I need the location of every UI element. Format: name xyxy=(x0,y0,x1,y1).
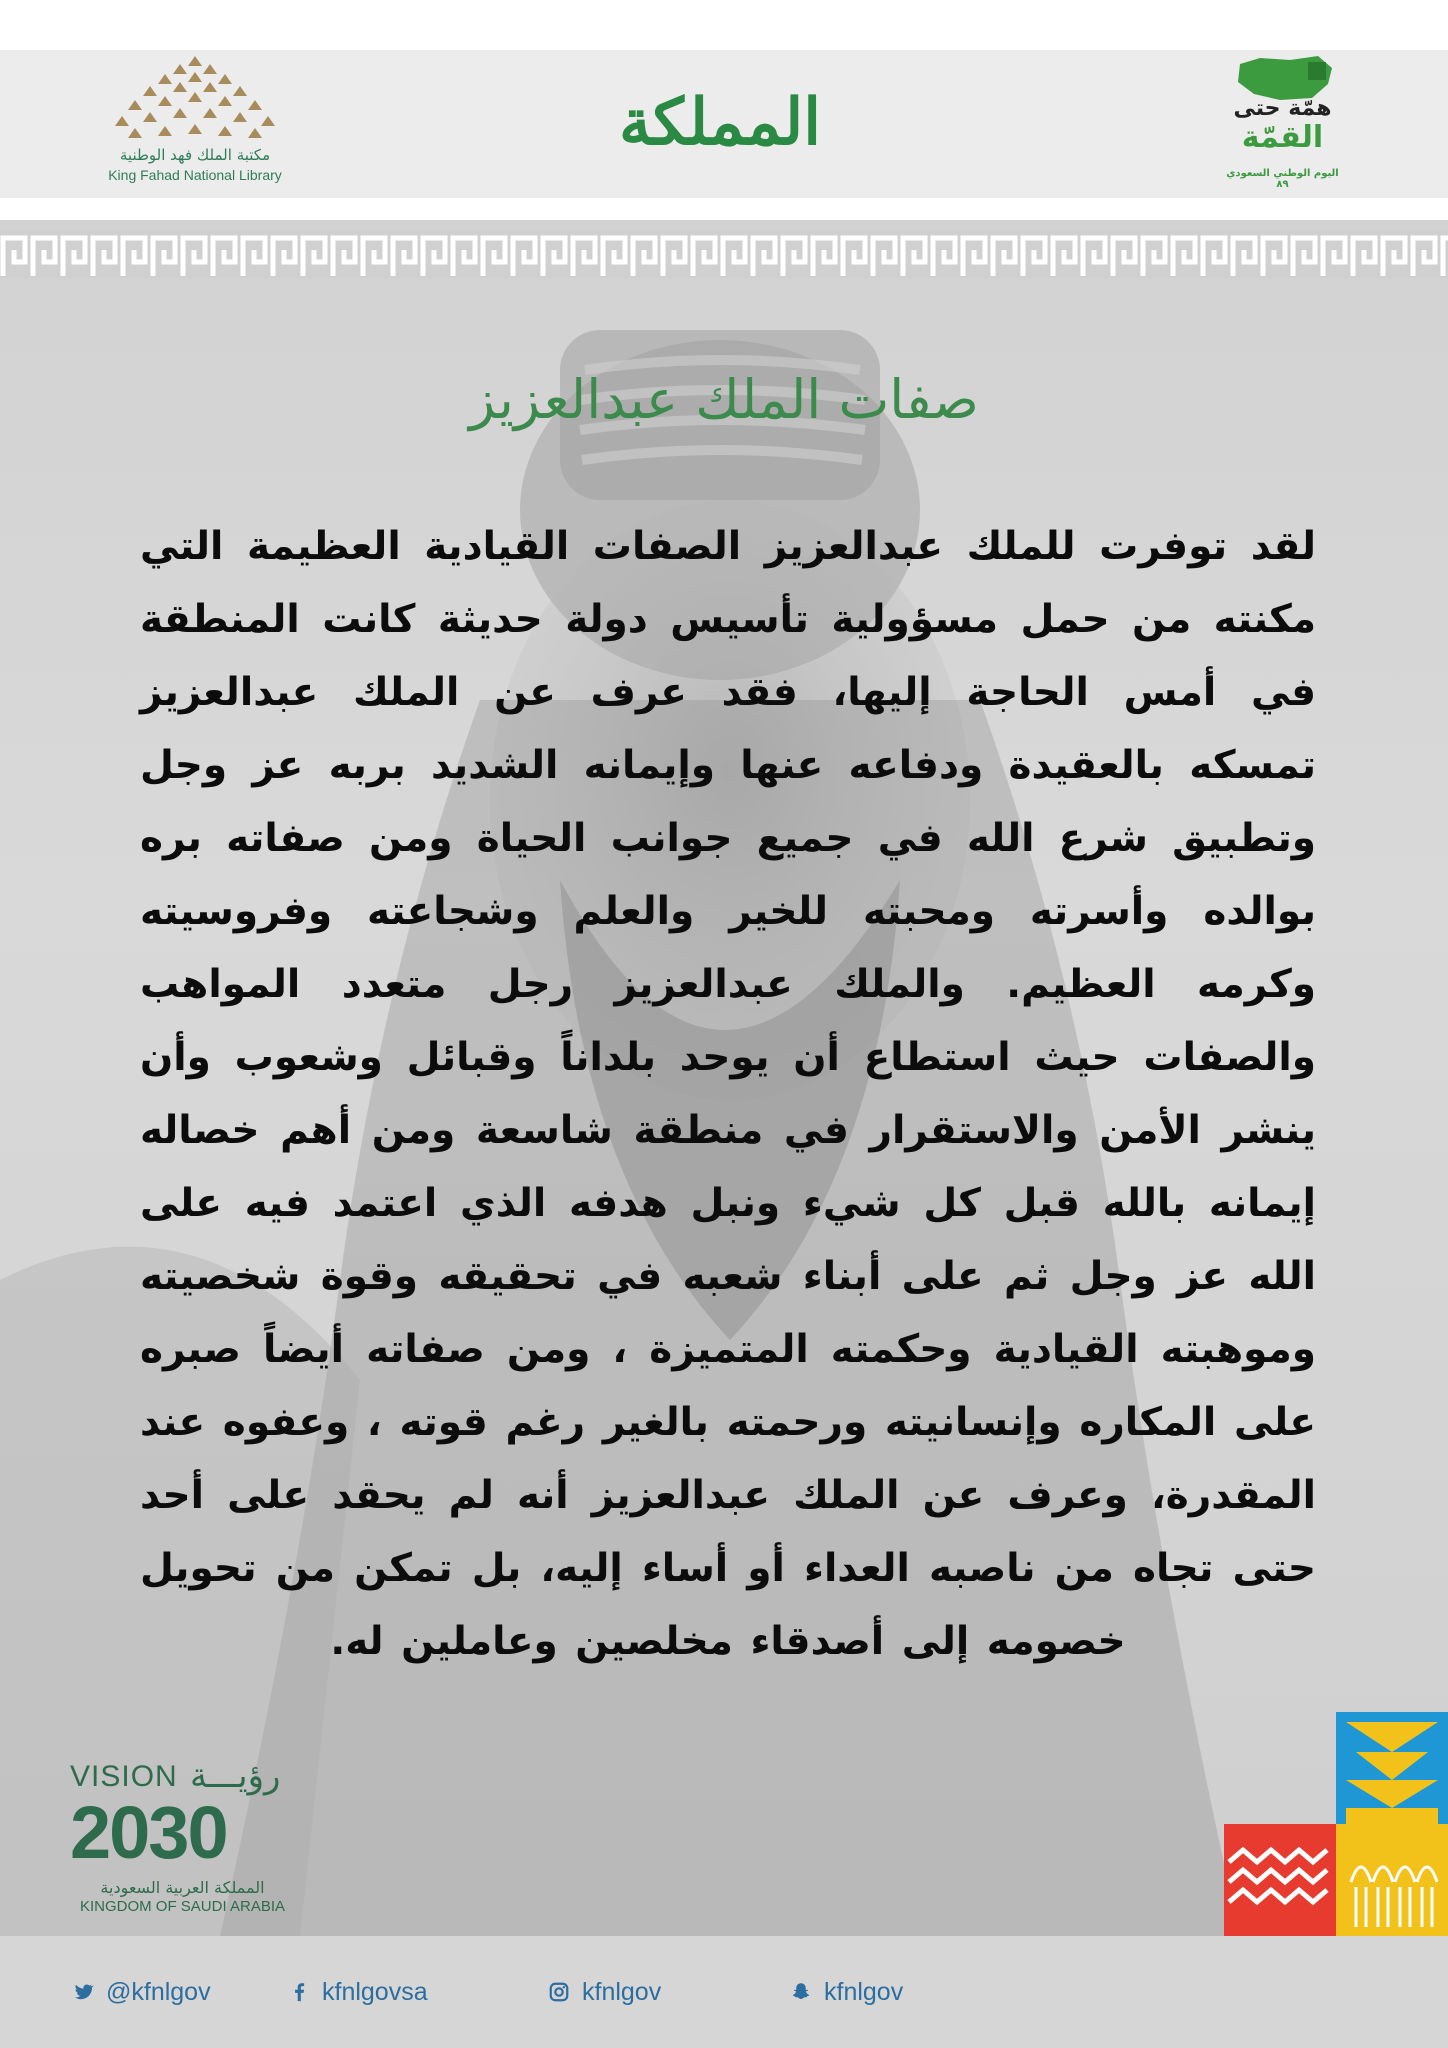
instagram-handle: kfnlgov xyxy=(582,1977,662,2006)
vision-kingdom-arabic: المملكة العربية السعودية xyxy=(100,1878,265,1897)
kfnl-dome-icon xyxy=(90,50,300,146)
snapchat-link[interactable] xyxy=(790,1976,903,2008)
kfnl-logo xyxy=(90,50,300,198)
header-band xyxy=(0,50,1448,198)
greek-key-border xyxy=(0,230,1448,278)
twitter-handle: @kfnlgov xyxy=(106,1977,211,2006)
article-body: لقد توفرت للملك عبدالعزيز الصفات القيادية العظيمة التي مكنته من حمل مسؤولية تأسيس دولة حديثة كانت المنطقة في أمس الحاجة إليها، فقد عرف عن الملك عبدالعزيز تمسكه بالعقيدة ودفاعه عنها وإيمانه الشديد بربه عز وجل وتطبيق شرع الله في جميع جوانب الحياة ومن صفاته بره بوالده وأسرته ومحبته للخير والعلم وشجاعته وفروسيته وكرمه العظيم. والملك عبدالعزيز رجل متعدد المواهب والصفات حيث استطاع أن يوحد بلداناً وقبائل وشعوب وأن ينشر الأمن والاستقرار في منطقة شاسعة ومن أهم خصاله إيمانه بالله قبل كل شيء ونبل هدفه الذي اعتمد فيه على الله عز وجل ثم على أبناء شعبه في تحقيقه وقوة شخصيته وموهبته القيادية وحكمته المتميزة ، ومن صفاته أيضاً صبره على المكاره وإنسانيته ورحمته بالغير رغم قوته ، وعفوه عند المقدرة، وعرف عن الملك عبدالعزيز أنه لم يحقد على أحد حتى تجاه من ناصبه العداء أو أساء إليه، بل تمكن من تحويل خصومه إلى أصدقاء مخلصين وعاملين له. xyxy=(140,524,1316,1664)
vision-word-english: VISION xyxy=(70,1760,178,1793)
vision-word-arabic: رؤيـــة xyxy=(190,1756,281,1796)
footer-bar xyxy=(0,1936,1448,2048)
twitter-link[interactable] xyxy=(72,1976,211,2008)
vision-year: 2030 xyxy=(70,1791,227,1874)
snapchat-handle: kfnlgov xyxy=(824,1977,904,2006)
facebook-link[interactable] xyxy=(288,1976,428,2008)
instagram-icon xyxy=(548,1981,570,2003)
national-day-slogan-line1: همّة حتى xyxy=(1233,96,1332,121)
vision-kingdom-english: KINGDOM OF SAUDI ARABIA xyxy=(79,1898,286,1915)
article-title: صفات الملك عبدالعزيز xyxy=(469,368,979,431)
national-day-caption: اليوم الوطني السعودي ٨٩ xyxy=(1226,168,1339,190)
facebook-icon xyxy=(288,1981,310,2003)
saudi-map-icon xyxy=(1220,54,1345,102)
instagram-link[interactable] xyxy=(548,1976,661,2008)
national-day-logo xyxy=(1220,50,1360,198)
campaign-title: المملكة xyxy=(618,85,822,160)
national-day-slogan-line2: القمّة xyxy=(1241,120,1324,155)
vision-2030-logo xyxy=(70,1756,310,1920)
kfnl-name-english: King Fahad National Library xyxy=(108,167,282,183)
kfnl-name-arabic: مكتبة الملك فهد الوطنية xyxy=(119,146,271,164)
facebook-handle: kfnlgovsa xyxy=(322,1977,428,2006)
snapchat-icon xyxy=(790,1981,812,2003)
twitter-icon xyxy=(72,1981,94,2003)
main-area xyxy=(0,220,1448,1936)
